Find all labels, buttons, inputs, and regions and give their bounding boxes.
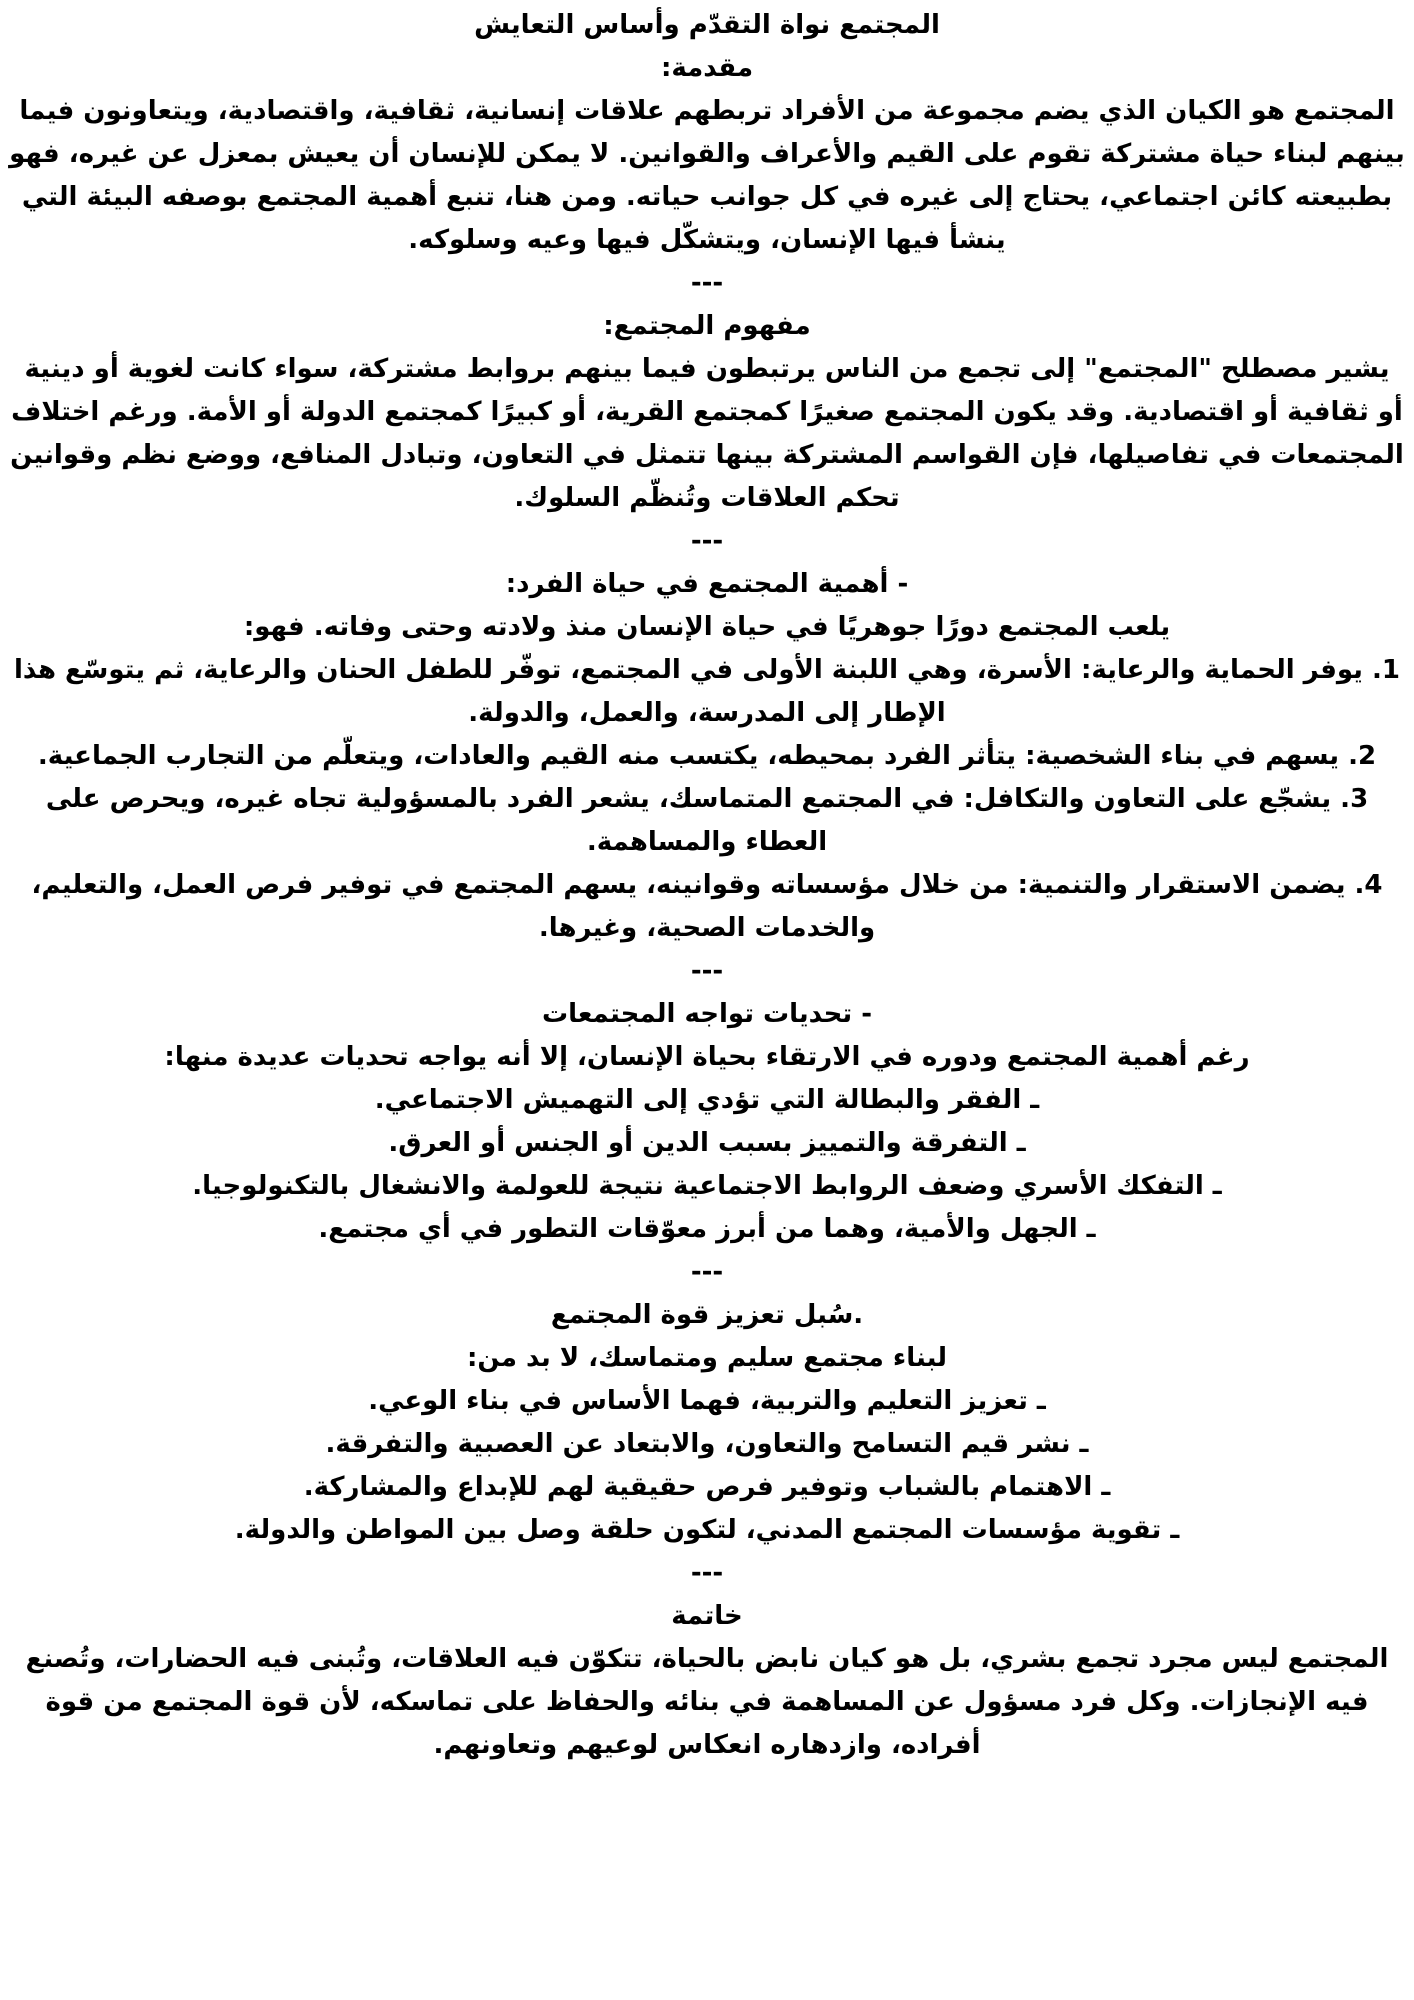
conclusion-heading: خاتمة [671, 1601, 743, 1631]
challenges-heading: - تحديات تواجه المجتمعات [541, 999, 873, 1029]
document-title: المجتمع نواة التقدّم وأساس التعايش [474, 10, 940, 40]
strengthen-item: ـ تعزيز التعليم والتربية، فهما الأساس في بناء الوعي. [368, 1386, 1046, 1416]
challenge-item: ـ الفقر والبطالة التي تؤدي إلى التهميش الاجتماعي. [374, 1085, 1040, 1115]
strengthen-lead: لبناء مجتمع سليم ومتماسك، لا بد من: [467, 1343, 947, 1373]
challenge-item: ـ التفرقة والتمييز بسبب الدين أو الجنس أو العرق. [388, 1128, 1026, 1158]
challenge-item: ـ الجهل والأمية، وهما من أبرز معوّقات التطور في أي مجتمع. [318, 1214, 1096, 1244]
importance-item: 4. يضمن الاستقرار والتنمية: من خلال مؤسساته وقوانينه، يسهم المجتمع في توفير فرص العمل، والتعليم، والخدمات الصحية، وغيرها. [31, 870, 1383, 943]
section-separator: --- [690, 268, 724, 298]
strengthen-item: ـ الاهتمام بالشباب وتوفير فرص حقيقية لهم للإبداع والمشاركة. [303, 1472, 1111, 1502]
importance-heading: - أهمية المجتمع في حياة الفرد: [505, 569, 909, 599]
intro-paragraph: المجتمع هو الكيان الذي يضم مجموعة من الأفراد تربطهم علاقات إنسانية، ثقافية، واقتصادية، ويتعاونون فيما بينهم لبناء حياة مشتركة تقوم على القيم والأعراف والقوانين. لا يمكن للإنسان أن يعيش بمعزل عن غيره، فهو بطبيعته كائن اجتماعي، يحتاج إلى غيره في كل جوانب حياته. ومن هنا، تنبع أهمية المجتمع بوصفه البيئة التي ينشأ فيها الإنسان، ويتشكّل فيها وعيه وسلوكه. [9, 96, 1405, 255]
challenges-lead: رغم أهمية المجتمع ودوره في الارتقاء بحياة الإنسان، إلا أنه يواجه تحديات عديدة منها: [164, 1042, 1250, 1072]
challenge-item: ـ التفكك الأسري وضعف الروابط الاجتماعية نتيجة للعولمة والانشغال بالتكنولوجيا. [192, 1171, 1222, 1201]
importance-item: 2. يسهم في بناء الشخصية: يتأثر الفرد بمحيطه، يكتسب منه القيم والعادات، ويتعلّم من التجارب الجماعية. [37, 741, 1377, 771]
importance-lead: يلعب المجتمع دورًا جوهريًا في حياة الإنسان منذ ولادته وحتى وفاته. فهو: [243, 612, 1171, 642]
strengthen-heading: .سُبل تعزيز قوة المجتمع [550, 1300, 864, 1330]
strengthen-item: ـ تقوية مؤسسات المجتمع المدني، لتكون حلقة وصل بين المواطن والدولة. [234, 1515, 1180, 1545]
conclusion-paragraph: المجتمع ليس مجرد تجمع بشري، بل هو كيان نابض بالحياة، تتكوّن فيه العلاقات، وتُبنى فيه الحضارات، وتُصنع فيه الإنجازات. وكل فرد مسؤول عن المساهمة في بنائه والحفاظ على تماسكه، لأن قوة المجتمع من قوة أفراده، وازدهاره انعكاس لوعيهم وتعاونهم. [25, 1644, 1389, 1760]
section-separator: --- [690, 956, 724, 986]
section-separator: --- [690, 1257, 724, 1287]
importance-item: 3. يشجّع على التعاون والتكافل: في المجتمع المتماسك، يشعر الفرد بالمسؤولية تجاه غيره، ويحرص على العطاء والمساهمة. [45, 784, 1369, 857]
section-separator: --- [690, 526, 724, 556]
strengthen-item: ـ نشر قيم التسامح والتعاون، والابتعاد عن العصبية والتفرقة. [325, 1429, 1089, 1459]
importance-item: 1. يوفر الحماية والرعاية: الأسرة، وهي اللبنة الأولى في المجتمع، توفّر للطفل الحنان والرعاية، ثم يتوسّع هذا الإطار إلى المدرسة، والعمل، والدولة. [14, 655, 1400, 728]
intro-heading: مقدمة: [660, 53, 754, 83]
section-separator: --- [690, 1558, 724, 1588]
document-page [0, 4, 1414, 1767]
concept-paragraph: يشير مصطلح "المجتمع" إلى تجمع من الناس يرتبطون فيما بينهم بروابط مشتركة، سواء كانت لغوية أو دينية أو ثقافية أو اقتصادية. وقد يكون المجتمع صغيرًا كمجتمع القرية، أو كبيرًا كمجتمع الدولة أو الأمة. ورغم اختلاف المجتمعات في تفاصيلها، فإن القواسم المشتركة بينها تتمثل في التعاون، وتبادل المنافع، ووضع نظم وقوانين تحكم العلاقات وتُنظّم السلوك. [10, 354, 1404, 513]
concept-heading: مفهوم المجتمع: [603, 311, 811, 341]
